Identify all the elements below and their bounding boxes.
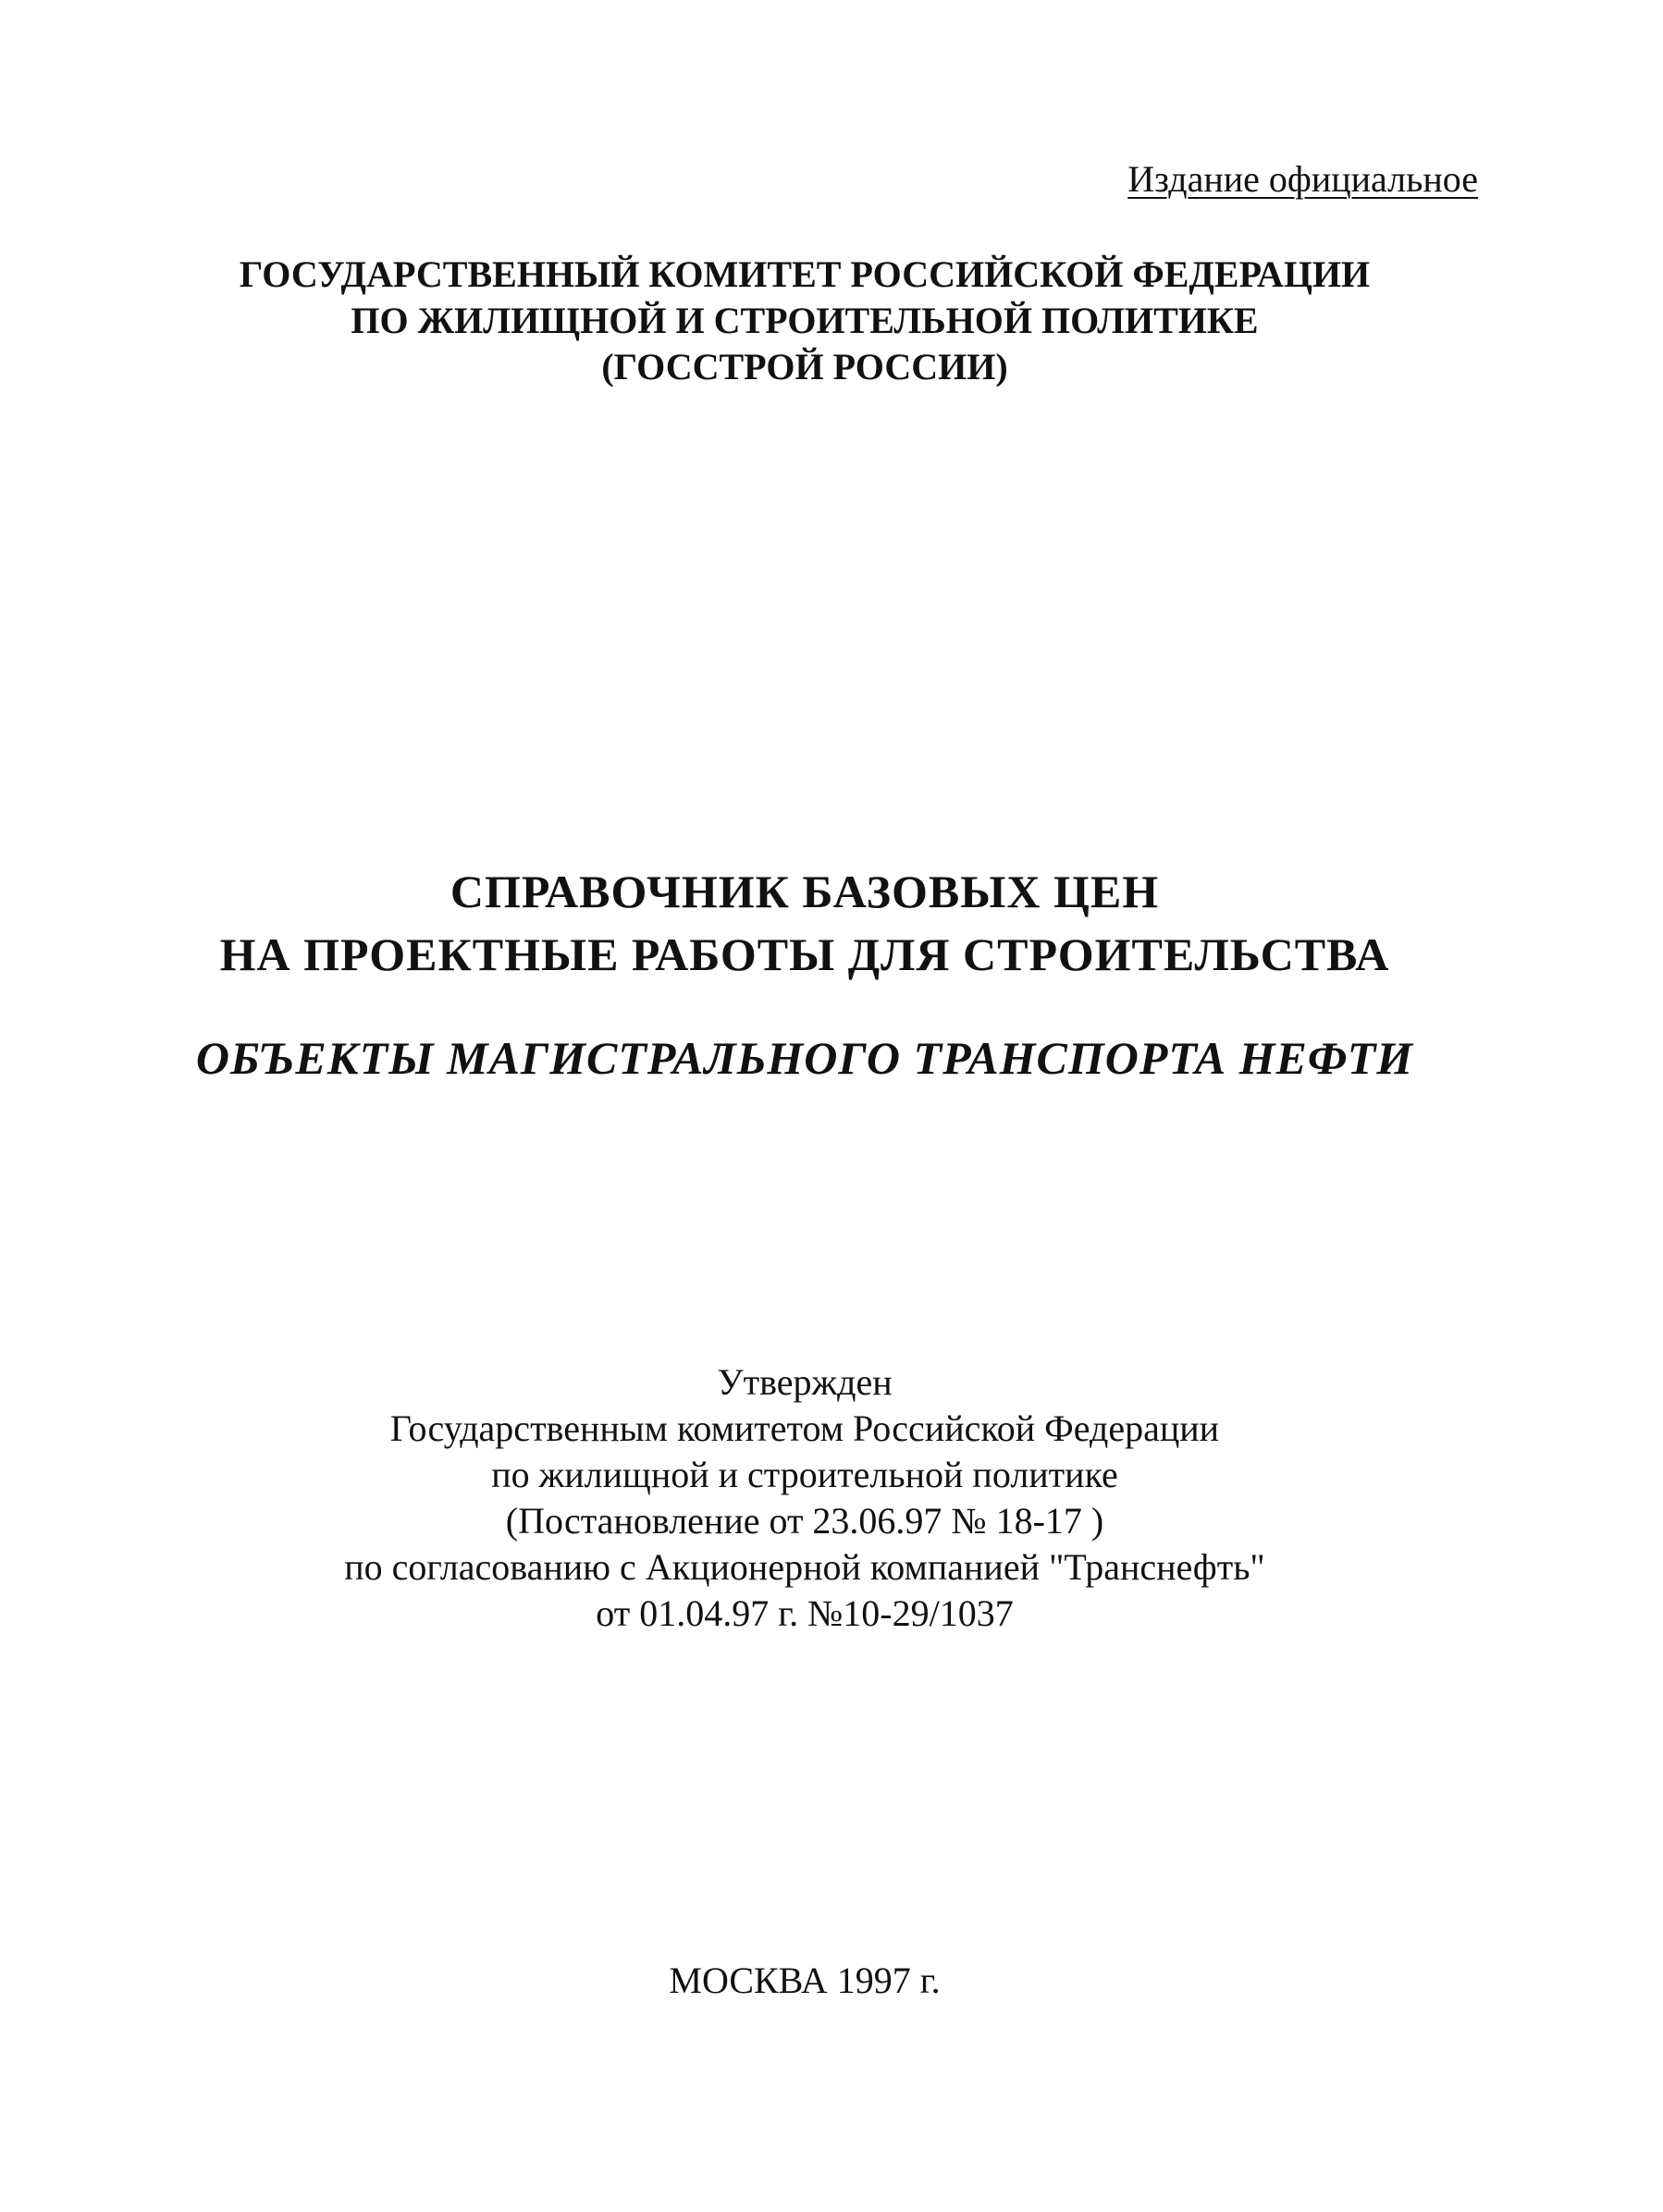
approval-line-5: по согласованию с Акционерной компанией "Транснефть" — [344, 1546, 1265, 1588]
title-line-1: СПРАВОЧНИК БАЗОВЫХ ЦЕН — [450, 866, 1160, 917]
organization-line-2: ПО ЖИЛИЩНОЙ И СТРОИТЕЛЬНОЙ ПОЛИТИКЕ — [351, 300, 1259, 341]
organization-line-1: ГОСУДАРСТВЕННЫЙ КОМИТЕТ РОССИЙСКОЙ ФЕДЕРАЦИИ — [239, 253, 1371, 295]
approval-line-1: Утвержден — [717, 1361, 893, 1403]
place-and-year: МОСКВА 1997 г. — [669, 1960, 941, 2001]
document-title — [0, 860, 1609, 986]
approval-line-6: от 01.04.97 г. №10-29/1037 — [596, 1592, 1014, 1634]
approval-line-2: Государственным комитетом Российской Федерации — [389, 1407, 1220, 1449]
approval-block — [0, 1359, 1609, 1637]
title-line-2: НА ПРОЕКТНЫЕ РАБОТЫ ДЛЯ СТРОИТЕЛЬСТВА — [219, 928, 1390, 980]
organization-line-3: (ГОССТРОЙ РОССИИ) — [601, 346, 1008, 387]
approval-line-4: (Постановление от 23.06.97 № 18-17 ) — [505, 1500, 1104, 1542]
approval-line-3: по жилищной и строительной политике — [491, 1454, 1118, 1495]
edition-label: Издание официальное — [1127, 158, 1478, 200]
document-subtitle: ОБЪЕКТЫ МАГИСТРАЛЬНОГО ТРАНСПОРТА НЕФТИ — [195, 1032, 1414, 1084]
organization-header — [0, 252, 1609, 390]
